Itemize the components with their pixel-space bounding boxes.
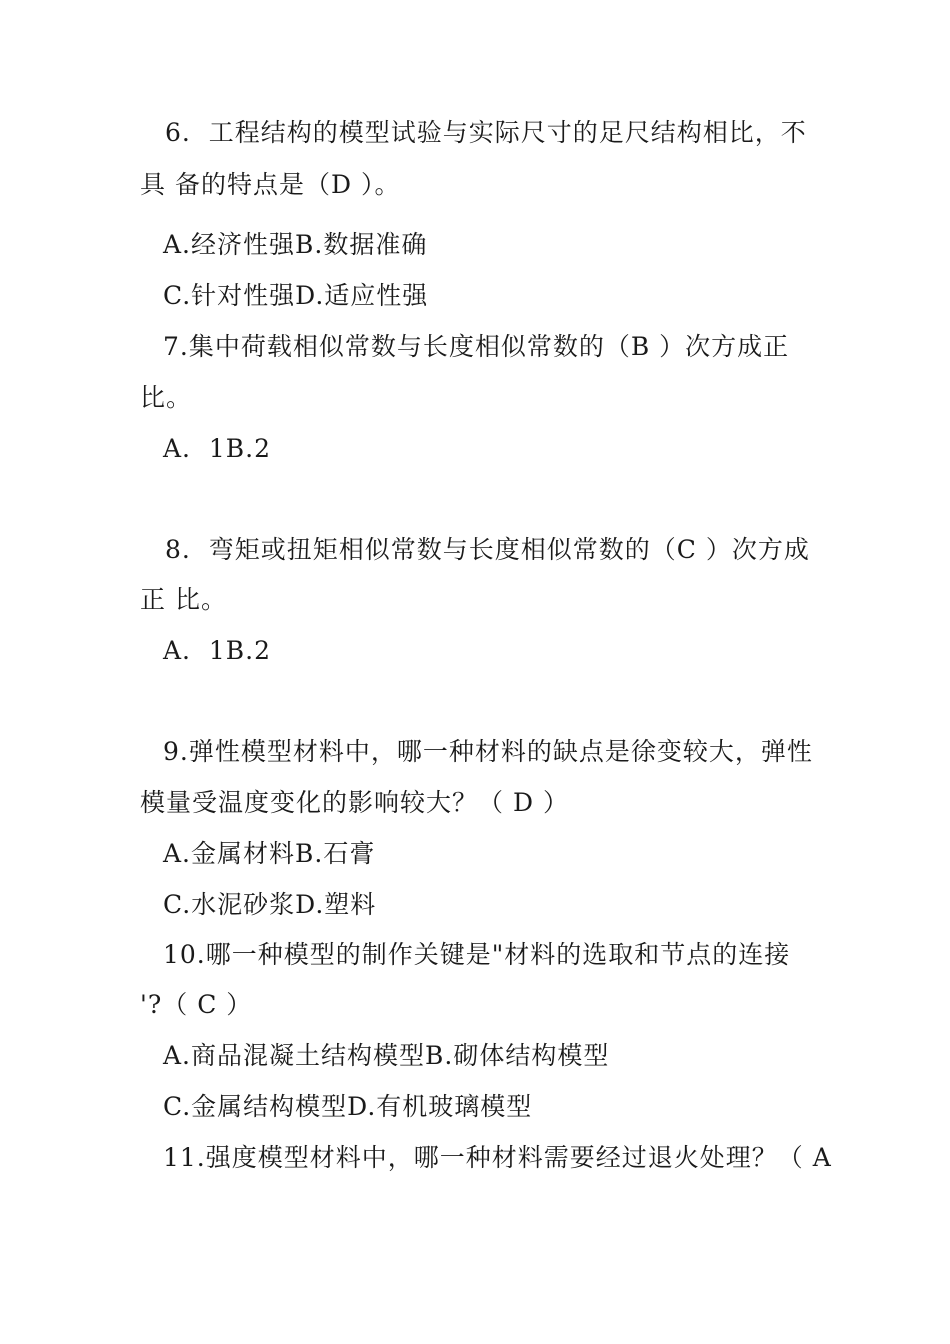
q7-stem-line1: 7.集中荷载相似常数与长度相似常数的（B ）次方成正 [163, 332, 790, 361]
q10-option-ab: A.商品混凝土结构模型B.砌体结构模型 [163, 1041, 610, 1070]
q6-stem-line1: 6. 工程结构的模型试验与实际尺寸的足尺结构相比，不 [165, 118, 807, 147]
q6-stem-line2: 具 备的特点是（D ）。 [140, 170, 401, 199]
q9-stem-line1: 9.弹性模型材料中，哪一种材料的缺点是徐变较大，弹性 [163, 737, 813, 766]
q10-stem-line1: 10.哪一种模型的制作关键是"材料的选取和节点的连接 [163, 940, 791, 969]
q8-option-ab: A. 1B.2 [163, 636, 272, 665]
q7-stem-line2: 比。 [140, 383, 193, 412]
q6-option-ab: A.经济性强B.数据准确 [163, 230, 428, 259]
q10-option-cd: C.金属结构模型D.有机玻璃模型 [163, 1092, 533, 1121]
q9-stem-line2: 模量受温度变化的影响较大？（ D ） [140, 788, 569, 817]
q8-stem-line1: 8. 弯矩或扭矩相似常数与长度相似常数的（C ）次方成 [165, 535, 810, 564]
q9-option-ab: A.金属材料B.石膏 [163, 839, 376, 868]
q10-stem-line2: '?（ C ） [140, 990, 253, 1019]
q11-stem-line1: 11.强度模型材料中，哪一种材料需要经过退火处理？（ A [163, 1143, 832, 1172]
q6-option-cd: C.针对性强D.适应性强 [163, 281, 429, 310]
q8-stem-line2: 正 比。 [140, 585, 227, 614]
q9-option-cd: C.水泥砂浆D.塑料 [163, 890, 377, 919]
q7-option-ab: A. 1B.2 [163, 434, 272, 463]
